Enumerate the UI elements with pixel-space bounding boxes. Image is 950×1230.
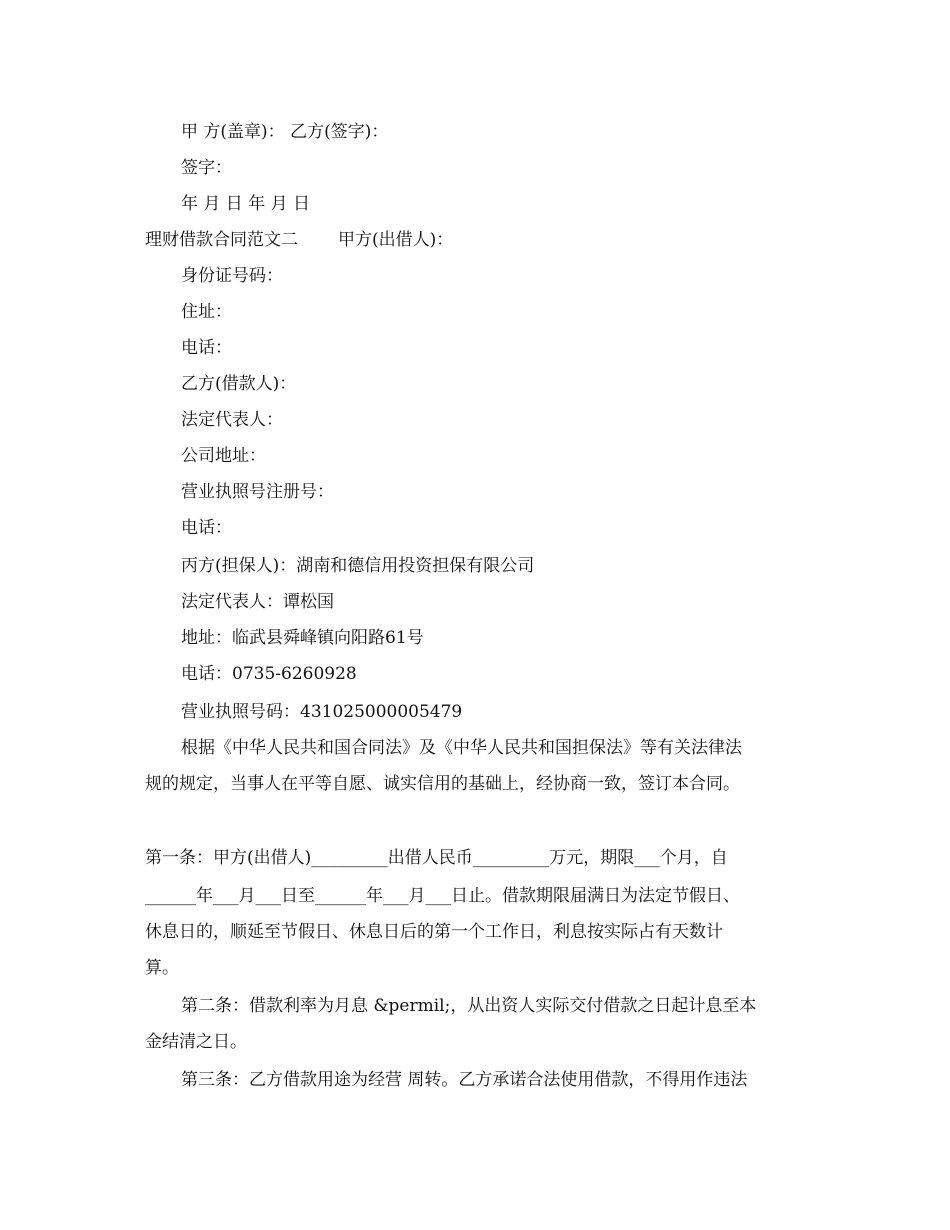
lender-label: 甲方(出借人)： xyxy=(338,230,454,250)
borrower-label: 乙方(借款人)： xyxy=(181,374,297,394)
contract-title: 理财借款合同范文二 xyxy=(145,230,298,250)
signature-date-line: 年 月 日 年 月 日 xyxy=(181,194,311,214)
article-1-line-3: 休息日的，顺延至节假日、休息日后的第一个工作日，利息按实际占有天数计 xyxy=(145,922,723,942)
guarantor-license: 营业执照号码：431025000005479 xyxy=(181,702,463,722)
guarantor-party: 丙方(担保人)：湖南和德信用投资担保有限公司 xyxy=(181,556,535,576)
article-2-line-1: 第二条：借款利率为月息 &permil;，从出资人实际交付借款之日起计息至本 xyxy=(181,996,757,1016)
guarantor-phone: 电话：0735-6260928 xyxy=(181,664,357,684)
lender-phone-label: 电话： xyxy=(181,338,232,358)
borrower-license-label: 营业执照号注册号： xyxy=(181,482,334,502)
article-1-line-4: 算。 xyxy=(145,958,179,978)
preamble-line-1: 根据《中华人民共和国合同法》及《中华人民共和国担保法》等有关法律法 xyxy=(181,738,742,758)
signature-sign-line: 签字： xyxy=(181,158,232,178)
borrower-address-label: 公司地址： xyxy=(181,446,266,466)
signature-line: 甲 方(盖章)： 乙方(签字)： xyxy=(181,122,389,142)
borrower-rep-label: 法定代表人： xyxy=(181,410,283,430)
contract-heading-line xyxy=(145,229,453,251)
lender-id-label: 身份证号码： xyxy=(181,266,283,286)
lender-address-label: 住址： xyxy=(181,302,232,322)
preamble-line-2: 规的规定，当事人在平等自愿、诚实信用的基础上，经协商一致，签订本合同。 xyxy=(145,774,740,794)
article-3-line-1: 第三条：乙方借款用途为经营 周转。乙方承诺合法使用借款，不得用作违法 xyxy=(181,1070,748,1090)
article-2-line-2: 金结清之日。 xyxy=(145,1032,247,1052)
guarantor-address: 地址：临武县舜峰镇向阳路61号 xyxy=(181,628,424,648)
article-1-line-2: ______年___月___日至______年___月___日止。借款期限届满日为法定节假日、 xyxy=(145,886,740,906)
borrower-phone-label: 电话： xyxy=(181,518,232,538)
article-1-line-1: 第一条：甲方(出借人)_________出借人民币_________万元，期限___个月，自 xyxy=(145,848,728,868)
guarantor-rep: 法定代表人：谭松国 xyxy=(181,592,334,612)
